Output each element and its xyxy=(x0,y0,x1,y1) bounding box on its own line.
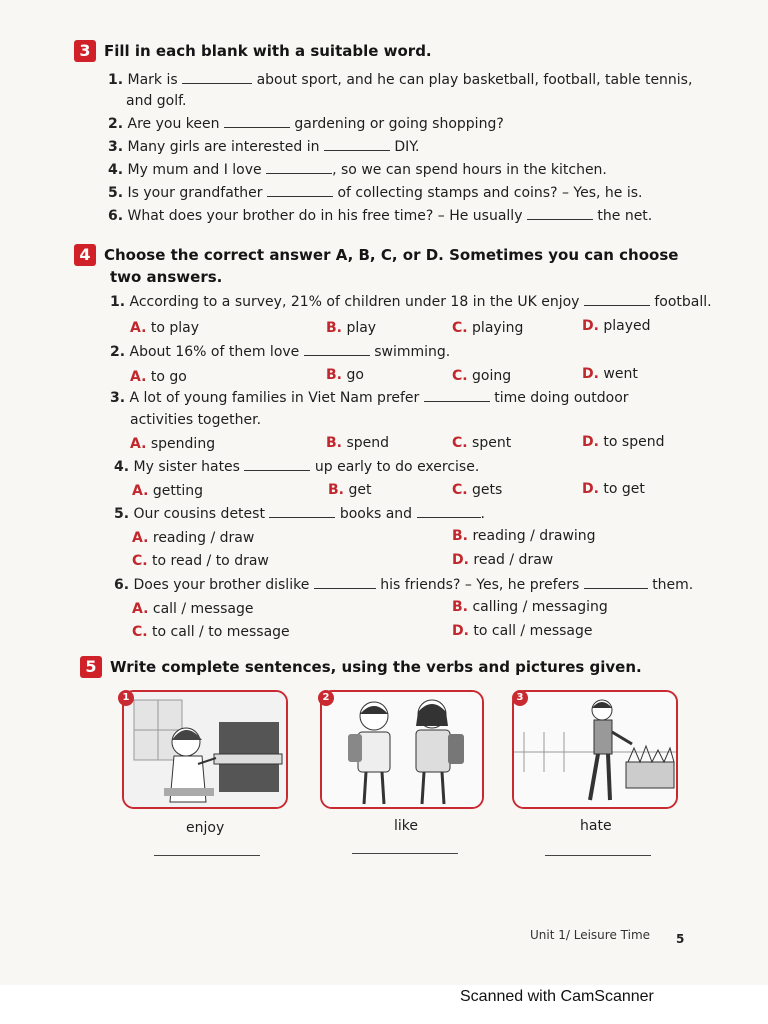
verb-label: like xyxy=(394,818,419,834)
item-text: books and xyxy=(339,506,413,522)
option-letter: C. xyxy=(132,624,148,640)
picture-two-students-talking xyxy=(320,690,484,809)
option-d[interactable] xyxy=(582,316,651,336)
item-number: 1. xyxy=(108,72,124,88)
item-text: . xyxy=(480,506,485,522)
option-b[interactable] xyxy=(326,318,376,338)
item-text: gardening or going shopping? xyxy=(294,116,504,132)
item-text: activities together. xyxy=(130,412,262,428)
ex4-question-4 xyxy=(114,457,479,477)
option-letter: B. xyxy=(452,528,468,544)
option-c[interactable] xyxy=(132,551,269,571)
item-number: 4. xyxy=(108,162,124,178)
item-text: According to a survey, 21% of children under 18 in the UK enjoy xyxy=(129,294,580,310)
exercise-number-badge: 3 xyxy=(74,40,96,62)
option-text: gets xyxy=(472,482,503,498)
answer-blank[interactable] xyxy=(182,70,252,84)
option-letter: A. xyxy=(132,530,149,546)
ex3-item-4 xyxy=(108,160,607,180)
item-text: A lot of young families in Viet Nam prefer xyxy=(129,390,420,406)
scanner-watermark: Scanned with CamScanner xyxy=(460,988,654,1005)
item-text: football. xyxy=(654,294,712,310)
exercise-title: Choose the correct answer A, B, C, or D. Sometimes you can choose xyxy=(104,246,679,264)
option-text: played xyxy=(603,318,651,334)
answer-blank[interactable] xyxy=(584,292,650,306)
ex3-item-3 xyxy=(108,137,419,157)
option-text: to play xyxy=(150,320,200,336)
option-a[interactable] xyxy=(130,434,215,454)
option-d[interactable] xyxy=(452,550,553,570)
item-text: swimming. xyxy=(374,344,451,360)
option-letter: C. xyxy=(452,435,468,451)
item-text: the net. xyxy=(597,208,653,224)
option-text: to call / to message xyxy=(152,624,290,640)
option-letter: B. xyxy=(326,367,342,383)
option-c[interactable] xyxy=(132,622,290,642)
option-letter: C. xyxy=(452,320,468,336)
option-letter: D. xyxy=(452,552,469,568)
item-number: 1. xyxy=(110,294,126,310)
option-letter: A. xyxy=(130,369,147,385)
verb-label: enjoy xyxy=(186,820,225,836)
option-a[interactable] xyxy=(132,599,253,619)
ex4-question-3-continued xyxy=(130,410,261,430)
option-d[interactable] xyxy=(582,432,664,452)
option-d[interactable] xyxy=(582,364,638,384)
item-text: Are you keen xyxy=(127,116,220,132)
item-text: and golf. xyxy=(126,93,187,109)
option-c[interactable] xyxy=(452,480,502,500)
option-text: to call / message xyxy=(473,623,593,639)
option-text: to go xyxy=(150,369,187,385)
item-number: 5. xyxy=(114,506,130,522)
option-text: reading / drawing xyxy=(472,528,596,544)
option-a[interactable] xyxy=(132,481,203,501)
option-text: reading / draw xyxy=(152,530,255,546)
item-text: Mark is xyxy=(127,72,178,88)
option-letter: C. xyxy=(132,553,148,569)
option-text: went xyxy=(603,366,638,382)
answer-line[interactable] xyxy=(352,853,458,854)
exercise-title: Fill in each blank with a suitable word. xyxy=(104,42,432,60)
ex4-question-6 xyxy=(114,575,693,595)
ex3-item-1-continued xyxy=(126,91,187,111)
answer-line[interactable] xyxy=(545,855,651,856)
item-text: , so we can spend hours in the kitchen. xyxy=(332,162,607,178)
option-text: getting xyxy=(152,483,204,499)
option-a[interactable] xyxy=(130,367,187,387)
ex3-item-2 xyxy=(108,114,504,134)
option-letter: A. xyxy=(130,320,147,336)
option-c[interactable] xyxy=(452,366,511,386)
option-text: go xyxy=(346,367,364,383)
answer-blank[interactable] xyxy=(224,114,290,128)
option-b[interactable] xyxy=(326,433,389,453)
exercise-title: Write complete sentences, using the verbs and pictures given. xyxy=(110,658,642,676)
ex4-question-1 xyxy=(110,292,712,312)
item-text: About 16% of them love xyxy=(129,344,300,360)
unit-label: Unit 1/ Leisure Time xyxy=(530,928,651,942)
option-text: read / draw xyxy=(473,552,554,568)
exercise-5-heading xyxy=(80,656,642,678)
option-text: to spend xyxy=(603,434,665,450)
ex3-item-5 xyxy=(108,183,642,203)
option-text: spent xyxy=(472,435,512,451)
option-letter: D. xyxy=(582,481,599,497)
option-a[interactable] xyxy=(130,318,199,338)
option-d[interactable] xyxy=(452,621,593,641)
item-text: them. xyxy=(652,577,694,593)
option-letter: A. xyxy=(132,483,149,499)
item-text: What does your brother do in his free time? – He usually xyxy=(127,208,523,224)
picture-girl-playing-piano xyxy=(122,690,288,809)
item-text: Is your grandfather xyxy=(127,185,263,201)
option-letter: B. xyxy=(328,482,344,498)
answer-blank[interactable] xyxy=(314,575,376,589)
ex4-question-3 xyxy=(110,388,629,408)
option-text: going xyxy=(472,368,512,384)
item-number: 4. xyxy=(114,459,130,475)
answer-blank[interactable] xyxy=(324,137,390,151)
verb-label: hate xyxy=(580,818,612,834)
item-number: 3. xyxy=(108,139,124,155)
option-letter: A. xyxy=(132,601,149,617)
option-letter: A. xyxy=(130,436,147,452)
answer-line[interactable] xyxy=(154,855,260,856)
option-b[interactable] xyxy=(326,365,364,385)
exercise-title-continued: two answers. xyxy=(110,268,223,286)
ex4-question-2 xyxy=(110,342,450,362)
option-b[interactable] xyxy=(452,526,596,546)
answer-blank[interactable] xyxy=(527,206,593,220)
ex3-item-1 xyxy=(108,70,692,90)
item-text: time doing outdoor xyxy=(494,390,629,406)
option-letter: C. xyxy=(452,482,468,498)
picture-number-badge: 2 xyxy=(318,690,334,706)
item-text: Does your brother dislike xyxy=(133,577,310,593)
picture-number-badge: 1 xyxy=(118,690,134,706)
item-text: about sport, and he can play basketball, football, table tennis, xyxy=(256,72,693,88)
option-text: to read / to draw xyxy=(152,553,269,569)
exercise-4-heading xyxy=(74,244,678,266)
option-d[interactable] xyxy=(582,479,645,499)
option-text: playing xyxy=(472,320,524,336)
item-number: 6. xyxy=(114,577,130,593)
option-b[interactable] xyxy=(452,597,608,617)
answer-blank[interactable] xyxy=(424,388,490,402)
option-text: spending xyxy=(150,436,216,452)
item-number: 6. xyxy=(108,208,124,224)
answer-blank[interactable] xyxy=(584,575,648,589)
item-number: 5. xyxy=(108,185,124,201)
item-text: Our cousins detest xyxy=(133,506,265,522)
item-text: My mum and I love xyxy=(127,162,262,178)
item-text: Many girls are interested in xyxy=(127,139,320,155)
picture-boy-gardening xyxy=(512,690,678,809)
item-text: up early to do exercise. xyxy=(314,459,480,475)
option-text: spend xyxy=(346,435,390,451)
item-number: 2. xyxy=(110,344,126,360)
option-letter: C. xyxy=(452,368,468,384)
option-letter: D. xyxy=(582,318,599,334)
option-letter: D. xyxy=(582,366,599,382)
page-number: 5 xyxy=(676,932,685,946)
answer-blank[interactable] xyxy=(269,504,335,518)
option-letter: D. xyxy=(452,623,469,639)
picture-number-badge: 3 xyxy=(512,690,528,706)
item-number: 3. xyxy=(110,390,126,406)
ex4-question-5 xyxy=(114,504,485,524)
answer-blank[interactable] xyxy=(244,457,310,471)
option-letter: B. xyxy=(452,599,468,615)
ex3-item-6 xyxy=(108,206,652,226)
option-text: call / message xyxy=(152,601,254,617)
option-text: play xyxy=(346,320,377,336)
item-text: DIY. xyxy=(394,139,420,155)
option-letter: B. xyxy=(326,320,342,336)
option-a[interactable] xyxy=(132,528,254,548)
item-text: of collecting stamps and coins? – Yes, he is. xyxy=(337,185,643,201)
option-c[interactable] xyxy=(452,318,523,338)
option-b[interactable] xyxy=(328,480,371,500)
exercise-number-badge: 4 xyxy=(74,244,96,266)
option-text: get xyxy=(348,482,372,498)
answer-blank[interactable] xyxy=(267,183,333,197)
item-text: his friends? – Yes, he prefers xyxy=(380,577,580,593)
exercise-number-badge: 5 xyxy=(80,656,102,678)
answer-blank[interactable] xyxy=(417,504,481,518)
option-text: calling / messaging xyxy=(472,599,608,615)
option-text: to get xyxy=(603,481,645,497)
answer-blank[interactable] xyxy=(266,160,332,174)
option-letter: B. xyxy=(326,435,342,451)
answer-blank[interactable] xyxy=(304,342,370,356)
option-c[interactable] xyxy=(452,433,511,453)
exercise-3-heading xyxy=(74,40,432,62)
item-number: 2. xyxy=(108,116,124,132)
option-letter: D. xyxy=(582,434,599,450)
item-text: My sister hates xyxy=(133,459,240,475)
